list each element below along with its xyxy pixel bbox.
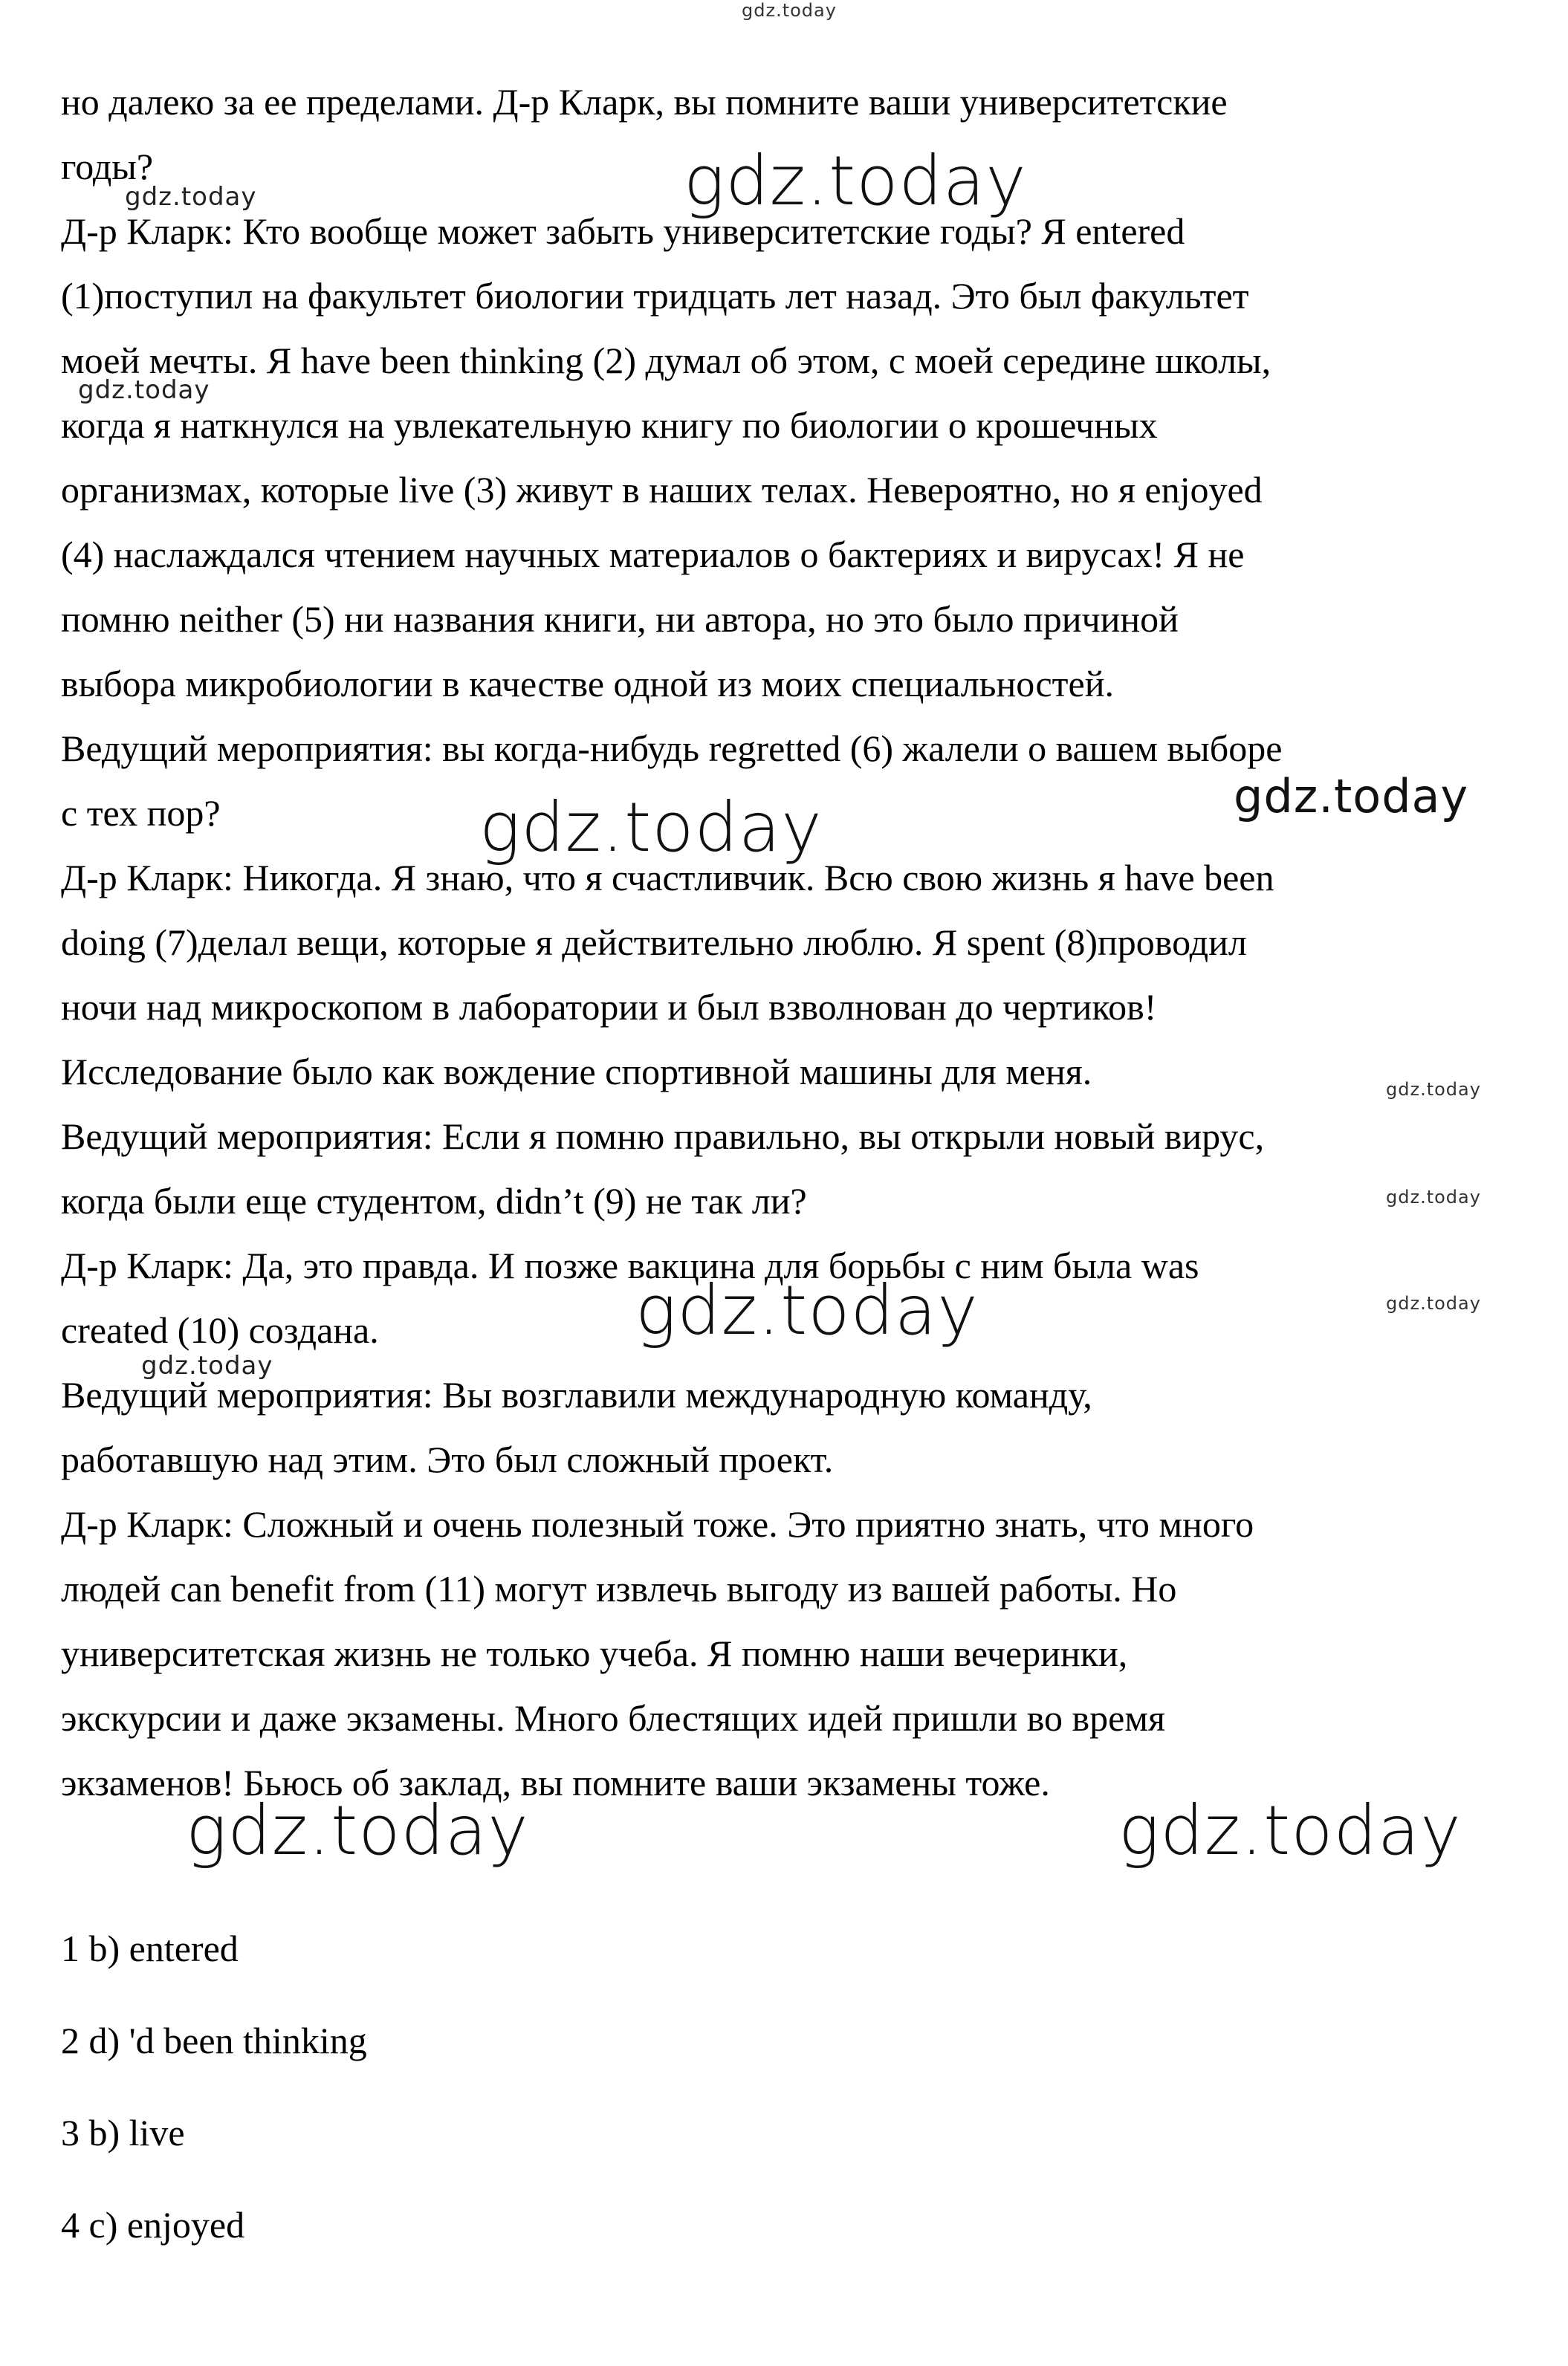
watermark: gdz.today — [78, 375, 210, 405]
text-line: Ведущий мероприятия: Вы возглавили международную команду, — [61, 1374, 1092, 1416]
header-watermark: gdz.today — [742, 0, 837, 21]
text-line: Д-р Кларк: Кто вообще может забыть университетские годы? Я entered — [61, 210, 1185, 252]
text-line: годы? — [61, 146, 154, 187]
text-line: но далеко за ее пределами. Д-р Кларк, вы помните ваши университетские — [61, 81, 1228, 123]
answer-item: 3 b) live — [61, 2112, 185, 2153]
text-line: с тех пор? — [61, 792, 221, 834]
text-line: Д-р Кларк: Сложный и очень полезный тоже. Это приятно знать, что много — [61, 1503, 1254, 1545]
text-line: моей мечты. Я have been thinking (2) думал об этом, с моей середине школы, — [61, 340, 1271, 381]
text-line: Исследование было как вождение спортивной машины для меня. — [61, 1051, 1092, 1092]
text-line: ночи над микроскопом в лаборатории и был взволнован до чертиков! — [61, 986, 1157, 1028]
answer-item: 1 b) entered — [61, 1928, 239, 1969]
text-line: экскурсии и даже экзамены. Много блестящих идей пришли во время — [61, 1697, 1165, 1739]
text-line: организмах, которые live (3) живут в наших телах. Невероятно, но я enjoyed — [61, 469, 1263, 511]
text-line: когда я наткнулся на увлекательную книгу по биологии о крошечных — [61, 404, 1158, 446]
answer-item: 2 d) 'd been thinking — [61, 2020, 367, 2061]
text-line: (4) наслаждался чтением научных материалов о бактериях и вирусах! Я не — [61, 534, 1245, 575]
text-line: выбора микробиологии в качестве одной из моих специальностей. — [61, 663, 1114, 704]
dialogue-text — [61, 70, 1517, 1815]
watermark: gdz.today — [186, 1791, 529, 1870]
text-line: помню neither (5) ни названия книги, ни автора, но это было причиной — [61, 598, 1179, 640]
watermark: gdz.today — [1118, 1791, 1462, 1870]
text-line: Д-р Кларк: Никогда. Я знаю, что я счастливчик. Всю свою жизнь я have been — [61, 857, 1274, 898]
text-line: (1)поступил на факультет биологии тридцать лет назад. Это был факультет — [61, 275, 1249, 317]
watermark: gdz.today — [1386, 1079, 1481, 1100]
text-line: created (10) создана. — [61, 1309, 379, 1351]
answer-item: 4 c) enjoyed — [61, 2204, 245, 2246]
text-line: людей can benefit from (11) могут извлечь выгоду из вашей работы. Но — [61, 1568, 1177, 1610]
text-line: Ведущий мероприятия: Если я помню правильно, вы открыли новый вирус, — [61, 1115, 1265, 1157]
watermark: gdz.today — [635, 1271, 979, 1350]
watermark: gdz.today — [125, 182, 257, 212]
watermark: gdz.today — [1234, 769, 1469, 823]
watermark: gdz.today — [141, 1351, 273, 1381]
watermark: gdz.today — [1386, 1187, 1481, 1208]
text-line: когда были еще студентом, didn’t (9) не так ли? — [61, 1180, 807, 1222]
text-line: Ведущий мероприятия: вы когда-нибудь regretted (6) жалели о вашем выборе — [61, 727, 1283, 769]
text-line: Д-р Кларк: Да, это правда. И позже вакцина для борьбы с ним была was — [61, 1245, 1199, 1286]
text-line: doing (7)делал вещи, которые я действительно люблю. Я spent (8)проводил — [61, 921, 1247, 963]
watermark: gdz.today — [479, 788, 823, 867]
watermark: gdz.today — [684, 141, 1027, 221]
text-line: работавшую над этим. Это был сложный проект. — [61, 1439, 834, 1480]
watermark: gdz.today — [1386, 1293, 1481, 1314]
text-line: университетская жизнь не только учеба. Я помню наши вечеринки, — [61, 1633, 1128, 1674]
text-line: экзаменов! Бьюсь об заклад, вы помните ваши экзамены тоже. — [61, 1762, 1050, 1803]
answer-list — [61, 1926, 367, 2295]
